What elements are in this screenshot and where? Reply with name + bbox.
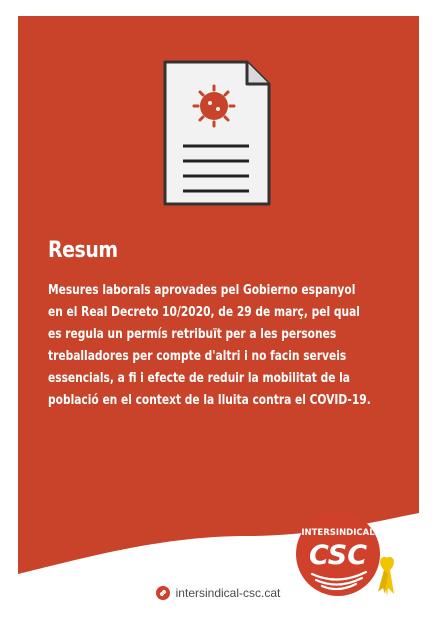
link-icon	[156, 586, 170, 600]
summary-line: essencials, a fi i efecte de reduir la mobilitat de la	[48, 371, 351, 386]
summary-line: Mesures laborals aprovades pel Gobierno espanyol	[48, 283, 356, 298]
logo-top-text: INTERSINDICAL	[301, 528, 375, 538]
page-title: Resum	[48, 238, 118, 263]
footer	[0, 583, 436, 602]
summary-line: població en el context de la lluita contra el COVID-19.	[48, 393, 371, 408]
website-link[interactable]: intersindical-csc.cat	[175, 586, 281, 600]
logo-main-text: CSC	[308, 540, 368, 571]
summary-line: es regula un permís retribuït per a les persones	[48, 327, 337, 342]
summary-line: en el Real Decreto 10/2020, de 29 de març, pel qual	[48, 305, 360, 320]
summary-line: treballadores per compte d'altri i no facin serveis	[48, 349, 347, 364]
